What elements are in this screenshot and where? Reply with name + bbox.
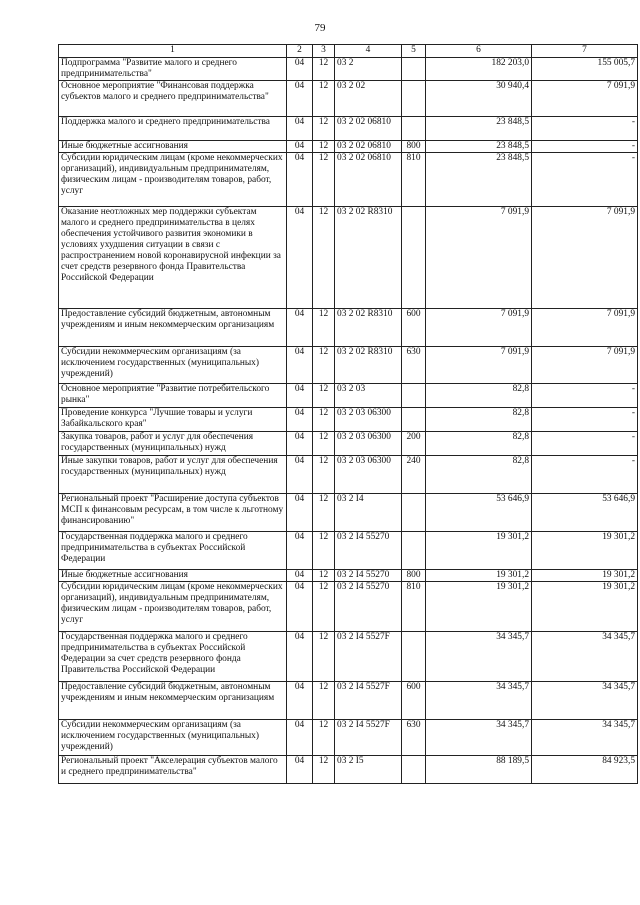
subsection-code: 12 bbox=[313, 720, 335, 756]
subsection-code: 12 bbox=[313, 432, 335, 456]
amount-col-6: 7 091,9 bbox=[426, 309, 532, 347]
table-row bbox=[59, 756, 638, 784]
section-code: 04 bbox=[287, 207, 313, 309]
target-article-code: 03 2 I4 55270 bbox=[335, 570, 402, 582]
section-code: 04 bbox=[287, 408, 313, 432]
amount-col-7: - bbox=[532, 432, 638, 456]
amount-col-7: 53 646,9 bbox=[532, 494, 638, 532]
row-name: Закупка товаров, работ и услуг для обеспечения государственных (муниципальных) нужд bbox=[59, 432, 287, 456]
expense-type-code bbox=[402, 384, 426, 408]
amount-col-6: 53 646,9 bbox=[426, 494, 532, 532]
section-code: 04 bbox=[287, 309, 313, 347]
amount-col-7: 7 091,9 bbox=[532, 81, 638, 117]
expense-type-code bbox=[402, 58, 426, 81]
row-name: Проведение конкурса "Лучшие товары и услуги Забайкальского края" bbox=[59, 408, 287, 432]
section-code: 04 bbox=[287, 494, 313, 532]
target-article-code: 03 2 I4 5527F bbox=[335, 682, 402, 720]
section-code: 04 bbox=[287, 347, 313, 384]
target-article-code: 03 2 bbox=[335, 58, 402, 81]
subsection-code: 12 bbox=[313, 682, 335, 720]
table-row bbox=[59, 153, 638, 207]
amount-col-7: 34 345,7 bbox=[532, 720, 638, 756]
target-article-code: 03 2 03 06300 bbox=[335, 432, 402, 456]
row-name: Иные закупки товаров, работ и услуг для обеспечения государственных (муниципальных) нужд bbox=[59, 456, 287, 494]
column-header: 1 bbox=[59, 45, 287, 58]
row-name: Государственная поддержка малого и среднего предпринимательства в субъектах Российской Федерации за счет средств резервного фонда Правительства Российской Федерации bbox=[59, 632, 287, 682]
row-name: Предоставление субсидий бюджетным, автономным учреждениям и иным некоммерческим организациям bbox=[59, 309, 287, 347]
expense-type-code bbox=[402, 207, 426, 309]
amount-col-6: 7 091,9 bbox=[426, 207, 532, 309]
amount-col-6: 34 345,7 bbox=[426, 682, 532, 720]
target-article-code: 03 2 02 06810 bbox=[335, 153, 402, 207]
subsection-code: 12 bbox=[313, 494, 335, 532]
subsection-code: 12 bbox=[313, 309, 335, 347]
table-row bbox=[59, 408, 638, 432]
row-name: Поддержка малого и среднего предпринимательства bbox=[59, 117, 287, 141]
target-article-code: 03 2 03 06300 bbox=[335, 456, 402, 494]
amount-col-6: 23 848,5 bbox=[426, 141, 532, 153]
table-row bbox=[59, 632, 638, 682]
amount-col-7: - bbox=[532, 141, 638, 153]
section-code: 04 bbox=[287, 117, 313, 141]
amount-col-7: 7 091,9 bbox=[532, 207, 638, 309]
table-row bbox=[59, 347, 638, 384]
section-code: 04 bbox=[287, 756, 313, 784]
header-row bbox=[59, 45, 638, 58]
row-name: Иные бюджетные ассигнования bbox=[59, 570, 287, 582]
amount-col-7: 7 091,9 bbox=[532, 347, 638, 384]
subsection-code: 12 bbox=[313, 117, 335, 141]
table-row bbox=[59, 207, 638, 309]
target-article-code: 03 2 I4 55270 bbox=[335, 582, 402, 632]
table-row bbox=[59, 81, 638, 117]
subsection-code: 12 bbox=[313, 408, 335, 432]
amount-col-7: 19 301,2 bbox=[532, 582, 638, 632]
target-article-code: 03 2 I4 55270 bbox=[335, 532, 402, 570]
amount-col-6: 88 189,5 bbox=[426, 756, 532, 784]
subsection-code: 12 bbox=[313, 347, 335, 384]
table-row bbox=[59, 309, 638, 347]
table-row bbox=[59, 720, 638, 756]
row-name: Предоставление субсидий бюджетным, автономным учреждениям и иным некоммерческим организациям bbox=[59, 682, 287, 720]
amount-col-6: 30 940,4 bbox=[426, 81, 532, 117]
target-article-code: 03 2 I5 bbox=[335, 756, 402, 784]
amount-col-7: - bbox=[532, 384, 638, 408]
target-article-code: 03 2 I4 5527F bbox=[335, 632, 402, 682]
table-row bbox=[59, 117, 638, 141]
subsection-code: 12 bbox=[313, 384, 335, 408]
subsection-code: 12 bbox=[313, 632, 335, 682]
expense-type-code: 200 bbox=[402, 432, 426, 456]
target-article-code: 03 2 03 bbox=[335, 384, 402, 408]
amount-col-6: 34 345,7 bbox=[426, 720, 532, 756]
table-row bbox=[59, 384, 638, 408]
subsection-code: 12 bbox=[313, 81, 335, 117]
amount-col-6: 19 301,2 bbox=[426, 570, 532, 582]
subsection-code: 12 bbox=[313, 582, 335, 632]
amount-col-7: 19 301,2 bbox=[532, 532, 638, 570]
table-row bbox=[59, 532, 638, 570]
row-name: Региональный проект "Расширение доступа субъектов МСП к финансовым ресурсам, в том числе к льготному финансированию" bbox=[59, 494, 287, 532]
expense-type-code: 810 bbox=[402, 582, 426, 632]
section-code: 04 bbox=[287, 384, 313, 408]
amount-col-7: 84 923,5 bbox=[532, 756, 638, 784]
expense-type-code: 600 bbox=[402, 309, 426, 347]
amount-col-7: - bbox=[532, 408, 638, 432]
amount-col-7: - bbox=[532, 456, 638, 494]
expense-type-code: 240 bbox=[402, 456, 426, 494]
table-row bbox=[59, 456, 638, 494]
expense-type-code bbox=[402, 756, 426, 784]
section-code: 04 bbox=[287, 632, 313, 682]
expense-type-code: 630 bbox=[402, 720, 426, 756]
subsection-code: 12 bbox=[313, 207, 335, 309]
amount-col-6: 82,8 bbox=[426, 408, 532, 432]
amount-col-7: - bbox=[532, 153, 638, 207]
row-name: Региональный проект "Акселерация субъектов малого и среднего предпринимательства" bbox=[59, 756, 287, 784]
amount-col-7: - bbox=[532, 117, 638, 141]
target-article-code: 03 2 02 R8310 bbox=[335, 309, 402, 347]
expense-type-code bbox=[402, 117, 426, 141]
expense-type-code bbox=[402, 532, 426, 570]
section-code: 04 bbox=[287, 153, 313, 207]
section-code: 04 bbox=[287, 682, 313, 720]
target-article-code: 03 2 02 06810 bbox=[335, 117, 402, 141]
target-article-code: 03 2 02 R8310 bbox=[335, 347, 402, 384]
row-name: Субсидии некоммерческим организациям (за исключением государственных (муниципальных) учреждений) bbox=[59, 347, 287, 384]
subsection-code: 12 bbox=[313, 756, 335, 784]
column-header: 7 bbox=[532, 45, 638, 58]
section-code: 04 bbox=[287, 432, 313, 456]
section-code: 04 bbox=[287, 532, 313, 570]
row-name: Основное мероприятие "Финансовая поддержка субъектов малого и среднего предпринимательства" bbox=[59, 81, 287, 117]
table-row bbox=[59, 494, 638, 532]
subsection-code: 12 bbox=[313, 456, 335, 494]
target-article-code: 03 2 I4 bbox=[335, 494, 402, 532]
table-body bbox=[59, 58, 638, 784]
expense-type-code: 800 bbox=[402, 570, 426, 582]
row-name: Субсидии юридическим лицам (кроме некоммерческих организаций), индивидуальным предпринимателям, физическим лицам - производителям товаров, работ, услуг bbox=[59, 153, 287, 207]
column-header: 2 bbox=[287, 45, 313, 58]
subsection-code: 12 bbox=[313, 58, 335, 81]
expense-type-code bbox=[402, 408, 426, 432]
row-name: Государственная поддержка малого и среднего предпринимательства в субъектах Российской Федерации bbox=[59, 532, 287, 570]
table-row bbox=[59, 141, 638, 153]
table-row bbox=[59, 582, 638, 632]
section-code: 04 bbox=[287, 58, 313, 81]
row-name: Подпрограмма "Развитие малого и среднего предпринимательства" bbox=[59, 58, 287, 81]
column-header: 6 bbox=[426, 45, 532, 58]
column-header: 3 bbox=[313, 45, 335, 58]
section-code: 04 bbox=[287, 720, 313, 756]
section-code: 04 bbox=[287, 141, 313, 153]
amount-col-7: 7 091,9 bbox=[532, 309, 638, 347]
section-code: 04 bbox=[287, 582, 313, 632]
expense-type-code: 810 bbox=[402, 153, 426, 207]
section-code: 04 bbox=[287, 456, 313, 494]
amount-col-7: 34 345,7 bbox=[532, 682, 638, 720]
section-code: 04 bbox=[287, 81, 313, 117]
row-name: Основное мероприятие "Развитие потребительского рынка" bbox=[59, 384, 287, 408]
expense-type-code: 600 bbox=[402, 682, 426, 720]
column-header: 4 bbox=[335, 45, 402, 58]
table-row bbox=[59, 58, 638, 81]
expense-type-code bbox=[402, 81, 426, 117]
page-number: 79 bbox=[314, 22, 326, 34]
amount-col-6: 23 848,5 bbox=[426, 117, 532, 141]
target-article-code: 03 2 02 R8310 bbox=[335, 207, 402, 309]
amount-col-6: 7 091,9 bbox=[426, 347, 532, 384]
target-article-code: 03 2 02 06810 bbox=[335, 141, 402, 153]
amount-col-6: 19 301,2 bbox=[426, 582, 532, 632]
table-row bbox=[59, 682, 638, 720]
expense-type-code bbox=[402, 632, 426, 682]
expense-type-code: 630 bbox=[402, 347, 426, 384]
column-header: 5 bbox=[402, 45, 426, 58]
amount-col-6: 82,8 bbox=[426, 384, 532, 408]
target-article-code: 03 2 03 06300 bbox=[335, 408, 402, 432]
amount-col-7: 34 345,7 bbox=[532, 632, 638, 682]
subsection-code: 12 bbox=[313, 141, 335, 153]
row-name: Оказание неотложных мер поддержки субъектам малого и среднего предпринимательства в целях обеспечения устойчивого развития экономики в условиях ухудшения ситуации в связи с распространением новой коронавирусной инфекции за счет средств резервного фонда Правительства Российской Федерации bbox=[59, 207, 287, 309]
amount-col-6: 182 203,0 bbox=[426, 58, 532, 81]
section-code: 04 bbox=[287, 570, 313, 582]
subsection-code: 12 bbox=[313, 570, 335, 582]
amount-col-7: 155 005,7 bbox=[532, 58, 638, 81]
amount-col-6: 34 345,7 bbox=[426, 632, 532, 682]
target-article-code: 03 2 02 bbox=[335, 81, 402, 117]
amount-col-6: 82,8 bbox=[426, 432, 532, 456]
amount-col-6: 82,8 bbox=[426, 456, 532, 494]
table-row bbox=[59, 432, 638, 456]
target-article-code: 03 2 I4 5527F bbox=[335, 720, 402, 756]
subsection-code: 12 bbox=[313, 153, 335, 207]
amount-col-7: 19 301,2 bbox=[532, 570, 638, 582]
budget-table bbox=[58, 44, 638, 784]
expense-type-code bbox=[402, 494, 426, 532]
table-row bbox=[59, 570, 638, 582]
row-name: Субсидии некоммерческим организациям (за исключением государственных (муниципальных) учреждений) bbox=[59, 720, 287, 756]
expense-type-code: 800 bbox=[402, 141, 426, 153]
amount-col-6: 19 301,2 bbox=[426, 532, 532, 570]
row-name: Иные бюджетные ассигнования bbox=[59, 141, 287, 153]
row-name: Субсидии юридическим лицам (кроме некоммерческих организаций), индивидуальным предпринимателям, физическим лицам - производителям товаров, работ, услуг bbox=[59, 582, 287, 632]
amount-col-6: 23 848,5 bbox=[426, 153, 532, 207]
subsection-code: 12 bbox=[313, 532, 335, 570]
